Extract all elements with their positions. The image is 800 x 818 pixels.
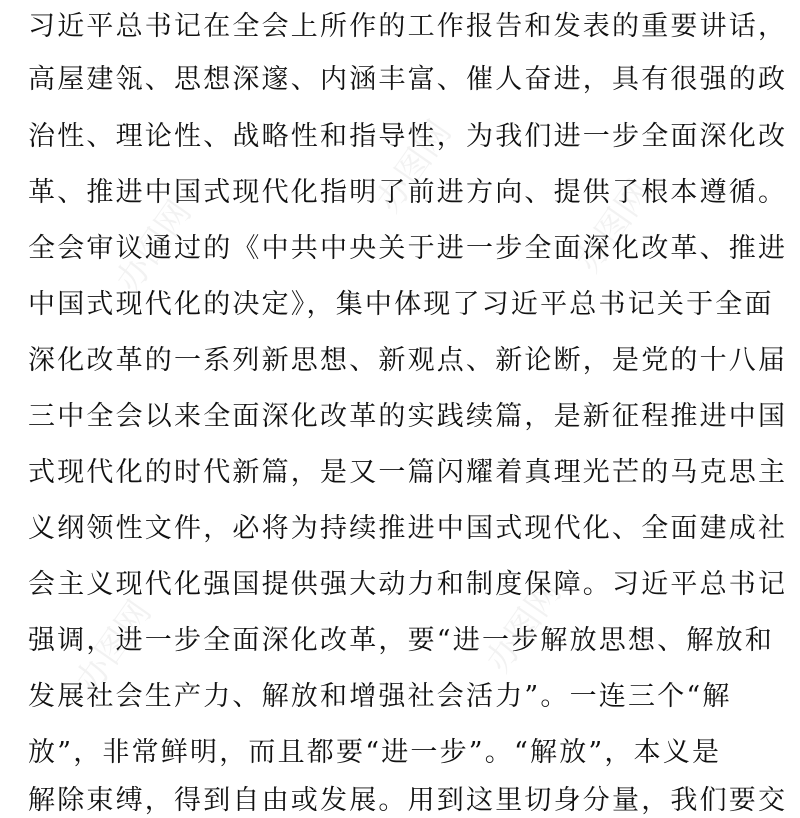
watermark: 办图网 (478, 573, 570, 680)
text-line: 治性、理论性、战略性和指导性，为我们进一步全面深化改 (28, 121, 788, 152)
text-line: 全会审议通过的《中共中央关于进一步全面深化改革、推进 (28, 233, 788, 264)
text-line: 放”，非常鲜明，而且都要“进一步”。“解放”，本义是 (28, 737, 722, 768)
text-line: 解除束缚，得到自由或发展。用到这里切身分量，我们要交 (28, 785, 788, 816)
watermark: 办图网 (368, 113, 460, 220)
text-line: 高屋建瓴、思想深邃、内涵丰富、催人奋进，具有很强的政 (28, 64, 788, 95)
watermark: 办图网 (68, 593, 160, 700)
text-line: 强调，进一步全面深化改革，要“进一步解放思想、解放和 (28, 625, 775, 656)
text-line: 义纲领性文件，必将为持续推进中国式现代化、全面建成社 (28, 513, 788, 544)
text-line: 深化改革的一系列新思想、新观点、新论断，是党的十八届 (28, 345, 788, 376)
text-line: 会主义现代化强国提供强大动力和制度保障。习近平总书记 (28, 569, 788, 600)
text-line: 习近平总书记在全会上所作的工作报告和发表的重要讲话， (28, 11, 788, 42)
text-line: 发展社会生产力、解放和增强社会活力”。一连三个“解 (28, 681, 732, 712)
watermark: 办图网 (108, 193, 200, 300)
text-line: 中国式现代化的决定》，集中体现了习近平总书记关于全面 (28, 289, 774, 320)
text-line: 三中全会以来全面深化改革的实践续篇，是新征程推进中国 (28, 401, 788, 432)
text-line: 革、推进中国式现代化指明了前进方向、提供了根本遵循。 (28, 177, 788, 208)
watermark: 办图网 (568, 173, 660, 280)
text-line: 式现代化的时代新篇，是又一篇闪耀着真理光芒的马克思主 (28, 457, 788, 488)
